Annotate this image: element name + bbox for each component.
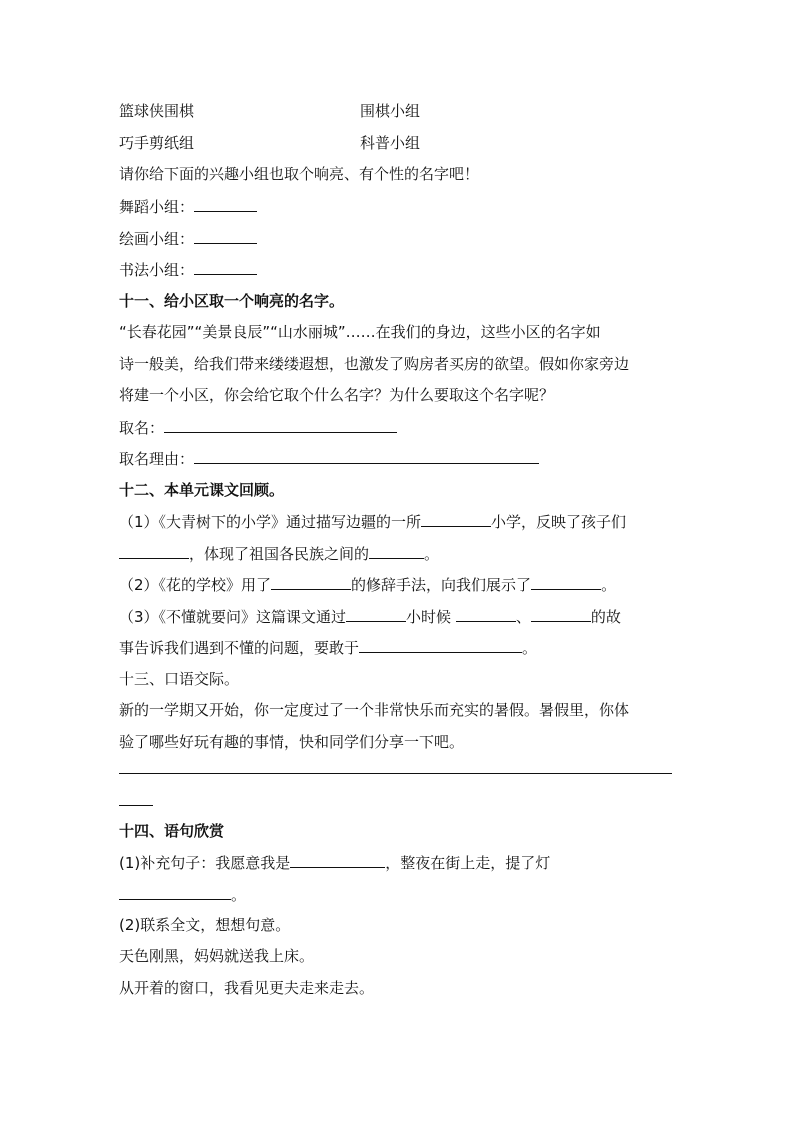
field-label: 舞蹈小组： bbox=[119, 198, 195, 216]
question-text: 、 bbox=[515, 608, 531, 626]
field-label: 书法小组： bbox=[119, 261, 195, 279]
answer-blank[interactable] bbox=[194, 196, 257, 212]
answer-blank[interactable] bbox=[164, 417, 397, 433]
paragraph-line: 诗一般美，给我们带来缕缕遐想，也激发了购房者买房的欲望。假如你家旁边 bbox=[119, 355, 630, 373]
question-text: ，体现了祖国各民族之间的 bbox=[189, 545, 370, 563]
group-name: 巧手剪纸组 bbox=[119, 134, 195, 152]
paragraph-line: 新的一学期又开始，你一定度过了一个非常快乐而充实的暑假。暑假里，你体 bbox=[119, 701, 630, 719]
question-text: ，整夜在街上走，提了灯 bbox=[385, 854, 551, 872]
answer-blank[interactable] bbox=[369, 543, 424, 559]
question-text: （2）《花的学校》用了 bbox=[119, 576, 272, 594]
field-label: 取名理由： bbox=[119, 450, 195, 468]
answer-blank[interactable] bbox=[119, 543, 189, 559]
dance-group-field bbox=[119, 196, 257, 217]
question-1-line-2 bbox=[119, 884, 246, 905]
question-text: 的修辞手法，向我们展示了 bbox=[351, 576, 532, 594]
group-row-1 bbox=[119, 101, 194, 121]
group-name: 篮球侠围棋 bbox=[119, 102, 195, 120]
answer-blank[interactable] bbox=[271, 574, 351, 590]
section-12-title: 十二、本单元课文回顾。 bbox=[119, 481, 285, 499]
section-14-title: 十四、语句欣赏 bbox=[119, 822, 225, 840]
question-text: (1)补充句子：我愿意我是 bbox=[119, 854, 291, 872]
answer-blank[interactable] bbox=[119, 884, 231, 900]
answer-blank[interactable] bbox=[194, 259, 257, 275]
question-1-line-1 bbox=[119, 511, 626, 532]
painting-group-field bbox=[119, 228, 257, 249]
answer-blank[interactable] bbox=[531, 574, 601, 590]
section-13-title: 十三、口语交际。 bbox=[119, 670, 240, 688]
calligraphy-group-field bbox=[119, 259, 257, 280]
group-name-right: 科普小组 bbox=[360, 134, 421, 152]
question-text: 。 bbox=[522, 639, 538, 657]
answer-blank[interactable] bbox=[421, 511, 491, 527]
field-label: 绘画小组： bbox=[119, 230, 195, 248]
group-name-right: 围棋小组 bbox=[360, 102, 421, 120]
question-text: （1）《大青树下的小学》通过描写边疆的一所 bbox=[119, 513, 422, 531]
question-text: 小时候 bbox=[406, 608, 452, 626]
question-3-line-1 bbox=[119, 606, 621, 627]
question-text: 。 bbox=[424, 545, 440, 563]
answer-blank[interactable] bbox=[531, 606, 591, 622]
paragraph-line: “长春花园”“美景良辰”“山水丽城”……在我们的身边，这些小区的名字如 bbox=[119, 323, 601, 341]
question-1-line-2 bbox=[119, 543, 439, 564]
name-field bbox=[119, 417, 397, 438]
group-row-2 bbox=[119, 133, 194, 153]
poem-line: 天色刚黑，妈妈就送我上床。 bbox=[119, 947, 315, 965]
answer-blank[interactable] bbox=[456, 606, 516, 622]
question-text: 。 bbox=[231, 886, 247, 904]
question-text: 。 bbox=[601, 576, 617, 594]
question-text: （3）《不懂就要问》这篇课文通过 bbox=[119, 608, 347, 626]
answer-blank[interactable] bbox=[346, 606, 406, 622]
group-prompt: 请你给下面的兴趣小组也取个响亮、有个性的名字吧！ bbox=[119, 165, 480, 183]
question-1-line-1 bbox=[119, 852, 550, 873]
question-text: 小学，反映了孩子们 bbox=[491, 513, 627, 531]
answer-blank[interactable] bbox=[290, 852, 385, 868]
poem-line: 从开着的窗口，我看见更夫走来走去。 bbox=[119, 979, 375, 997]
question-2: (2)联系全文，想想句意。 bbox=[119, 916, 291, 934]
question-text: 的故 bbox=[590, 608, 621, 626]
paragraph-line: 将建一个小区，你会给它取个什么名字？为什么要取这个名字呢？ bbox=[119, 386, 555, 404]
section-11-title: 十一、给小区取一个响亮的名字。 bbox=[119, 292, 345, 310]
question-3-line-2 bbox=[119, 637, 537, 658]
field-label: 取名： bbox=[119, 419, 165, 437]
answer-line[interactable] bbox=[119, 805, 153, 806]
question-2 bbox=[119, 574, 616, 595]
reason-field bbox=[119, 448, 539, 469]
answer-blank[interactable] bbox=[359, 637, 522, 653]
answer-blank[interactable] bbox=[194, 448, 539, 464]
question-text: 事告诉我们遇到不懂的问题，要敢于 bbox=[119, 639, 360, 657]
answer-blank[interactable] bbox=[194, 228, 257, 244]
answer-line[interactable] bbox=[119, 773, 672, 774]
paragraph-line: 验了哪些好玩有趣的事情，快和同学们分享一下吧。 bbox=[119, 733, 465, 751]
